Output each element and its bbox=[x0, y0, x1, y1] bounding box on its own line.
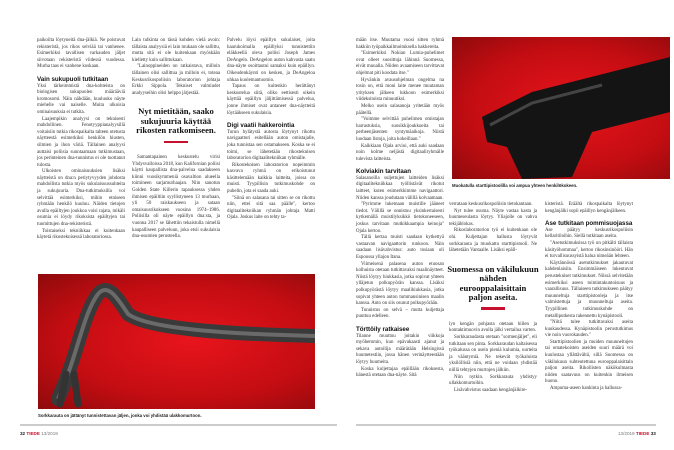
left-column-2 bbox=[132, 38, 220, 241]
paragraph: Lain tulkinta on tässä kohden vielä avoin: tällaista analyysiä ei lain mukaan ole sallittu, mutta sitä ei ole kuitenkaan myöskään kielletty kuin sallittukaan. bbox=[132, 38, 220, 63]
paragraph: Toistaiseksi tekniikkaa ei kuitenkaan käytetä rikosteknisessä laboratoriossa. bbox=[37, 228, 125, 241]
paragraph: "Niitä tulee tutkittavaksi aseita kuukaudessa. Kynäpistoolin perustutkimus vie noin vuorokauden." bbox=[545, 320, 633, 339]
paragraph: "Asetutkimuksissa työ on pitkälti tällaista käsityöhommaa", kertoo rikosinsinööri. Hän ei turvallisuussyistä halua nimeään lehteen. bbox=[545, 240, 633, 260]
paragraph: Samantapainen keskustelu virisi Yhdysvalloissa 2018, kun Kalifornian poliisi käytti kaupallista dna-palvelua saadakseen kiinni vuosikymmeniä osavaltion alueella toimineen sarjamurhaajan. Niin sanotun Golden State Killerin tapauksessa yhden ihmisen epäiltiin syyllistyneen 13 murhaan, yli 50 raiskaukseen ja sataan omaisuusrikokseen vuosina 1974–1986. Poliisilla oli näyte epäillyn dna:sta, ja vuonna 2017 se lähettiin tekaistulla nimellä kaupalliseen palveluun, joka etsii sukulaisia dna-osumien perusteella. bbox=[132, 155, 220, 240]
paragraph: Tällä kertaa muisti saadaan kytkettyä vastaavan navigaattorin runkoon. Näin saadaan lisävahvistus: auto tosiaan oli Espoossa yllajon Itana. bbox=[356, 235, 444, 260]
right-footer-rule bbox=[356, 424, 656, 426]
paragraph: Tunnistus on selvä – mutta kuljettaja puuttuu edelleen. bbox=[356, 307, 444, 320]
paragraph: kisteristä. Eräältä rikospaikalta löytynyt kengänjälki sopii epäillyn kengänjälkeen. bbox=[545, 202, 633, 214]
paragraph: Sorkkaraudasta otetaan "sormenjäljet", eli tutkitaan sen pinta. Sorkkaraudan kaltaisessa työkalussa on usein pieniä kulumia, uurteita ja vääntymiä. Ne tekevät työkaluista yksilöllisiä niin, että ne voidaan yhdistää niillä tehtyjen murtojen jälkiin. bbox=[449, 335, 537, 374]
paragraph: Yksi tärkeimmistä dna-kohteista on biologisen sukupuolen määrääviä kromosomi. Näin nähdään, kuuluuko näyte miehelle vai naiselle. Muita ulkoisia ominaisuuksia ei tutkita. bbox=[37, 83, 125, 115]
left-footer-rule bbox=[20, 424, 337, 426]
paragraph: Koska kuljettajaa epäillään rikoksesta, hänestä otetaan dna-näyte. Sitä bbox=[356, 366, 444, 379]
subheading: Ase tutkitaan pommisuojassa bbox=[545, 220, 633, 228]
left-image-caption: Sorkkarauta on jättänyt tunnistettavan jäljen, jonka voi yhdistää ulakkomurtoon. bbox=[38, 413, 202, 418]
paragraph: Rikosteknisen laboratorion nopeimmin kasvava ryhmä on erikoistunut käsittelemään kaikkia laitteita, joissa on muisti. Tyypillisin tutkimuskohde on puhelin, jota ei saada auki. bbox=[227, 162, 315, 195]
pull-quote: Suomessa on väkilukuun nähden eurooppalaisittain paljon aseita. bbox=[447, 263, 539, 302]
left-column-3 bbox=[227, 38, 315, 222]
issue-number: 13/2019 bbox=[618, 431, 635, 436]
paragraph: Melko usein salasanoja yritetään myös päätellä. bbox=[356, 103, 444, 116]
page-number: 32 bbox=[20, 431, 26, 436]
right-column-2 bbox=[449, 202, 537, 394]
paragraph: "Esimerkiksi Nokian Lumia-puhelimet ovat olleet suosittuja lähinnä Suomessa, eivät muualla. Niiden avaamiseen tarvittavat ohjelmat piti koodata itse." bbox=[356, 51, 444, 76]
quote-divider bbox=[164, 141, 188, 144]
paragraph: mään itse. Muutama vuosi sitten ryhmä hakkiin työpaikkailmoituksella hakkereita. bbox=[356, 38, 444, 50]
paragraph: Hyvänkin avausohjelman ongelma na tosin on, että moni laite menee muutaman yrityksen jälkeen lukkoon esimerkiksi viideksitoista minuutiksi. bbox=[356, 77, 444, 103]
paragraph: Ampuma-aseen hankinta ja hallussa- bbox=[550, 386, 623, 392]
paragraph: Niin nytkin. Sorkkarauta yhdistyy ullakkomurtoihin. bbox=[449, 374, 537, 387]
magazine-brand: TIEDE bbox=[26, 431, 40, 436]
paragraph: Turun hylätystä autosta löytynyt rikottu navigaattori esitellään auton omistajalle, joka tunnistaa sen ostamakseen. Koska se ei toimi, se lähetetään rikosteknisen laboratorion digitaalitekniikan ryhmälle. bbox=[227, 129, 315, 162]
pull-quote: Nyt mietitään, saako sukujuuria käyttää rikosten ratkomiseen. bbox=[136, 106, 216, 136]
paragraph: "Pyrimme lukemaan muistille jääneet tiedot. Välillä se onnistuu yksinkertaisesti kytkemällä muistilyksikkö tietokoneeseen, joskus tarvitaan mutkikkaampia keinoja" Ojala kertoo. bbox=[356, 202, 444, 234]
paragraph: lyn kengän pohjasta otetaan hiilen ja kontaktimuovin avulla jälki vertailua varten. bbox=[449, 321, 537, 334]
crowbar-icon bbox=[38, 274, 315, 409]
paragraph: "Lainoppineiden on ratkaistava, milloin tällainen olisi sallittua ja milloin ei, toteaa Keskusrikospoliisin laboratorion johtaja Erkki Sippola. Tekniset valmiudet analyyseihin olisi helppo järjestää. bbox=[132, 64, 220, 96]
paragraph: paikoilta löytyneitä dna-jälkiä. Ne poistuvat rekisteristä, jos rikos selviää tai vanhenee. Esimerkiksi tavallisen varkauden jäljet siivotaan rekisteristä viidessä vuodessa. Murha taas ei vanhene koskaan. bbox=[37, 38, 125, 70]
paragraph: Nyt tulee osuma. Näyte vastaa kasta ja huumeseulasta löytyy. Yliajolle on vahva tekijählokas. bbox=[449, 208, 537, 227]
right-folio bbox=[618, 431, 656, 437]
crowbar-photo bbox=[38, 274, 315, 409]
issue-number: 13/2019 bbox=[41, 431, 58, 436]
paragraph: Viimeisenä palasena auton etuosan kolhuista otetaan tutkittavaksi maalinäytteet. Niistä löytyy hiukkasia, jotka sopivat yhteen ylläjetun polkupyörän kanssa. Lisäksi polkupyörästä löytyy maalihiukkasia, jotka sopivat yhteen auton tummansinisen maalin kanssa. Auto on siis osunut polkupyörään. bbox=[356, 261, 444, 307]
paragraph: Ulkoisten ominaisuuksien lisäksi näytteistä on dna:n periytyvyyden johdosta mahdollista tutkia myös sukulaisuussuhteita ja sukujuuria. Dna-tutkimuksilla voi selvittää esimerkiksi, mihin etniseen ryhmään henkilö kuuluu. Näiden tietojen avulla epäiltyjen joukkoa voisi rajata, mikäli osumia ei löydy rikoksista epäiltyjen tai tuomittujen dna-rekisteristä. bbox=[37, 169, 125, 228]
subheading: Törttöily ratkaisee bbox=[356, 325, 410, 333]
paragraph: Starttipistoolien ja muiden muunneltujen tai omatekoisten aseiden suuri määrä voi kuulostaa yllättävältä, sillä Suomessa on väkilukuun suhteutettuna eurooppalaisittain paljon aseita. Rikollisten näkökulmasta niiden saatavuus on kuitenkin ilmeisen huono. bbox=[545, 339, 633, 385]
paragraph: Palvelu löysi epäillyn sukulaiset, joita haarukoimalla epäillyksi tunnistettiin eläkkeellä oleva poliisi Joseph James DeAngelo. DeAngelon auton kahvasta saatu dna-näyte osoittautui samaksi kuin epäillyn. Oikeudenkäynti on kesken, ja DeAngeloa uhkaa kuolemantuomio. bbox=[227, 38, 315, 83]
paragraph: Kaikkiaan Ojala arvioi, että auki saadaan noin kolme neljästä digitaaliryhmälle tulevista laitteista. bbox=[356, 143, 444, 162]
paragraph: verrataan keskusrikospoliisin tietokantaan. bbox=[449, 202, 533, 207]
right-column-1 bbox=[356, 38, 444, 380]
subheading: Kolviakin tarvitaan bbox=[356, 168, 412, 176]
pistol-photo bbox=[452, 37, 670, 179]
paragraph: "Voimme selvittää puhelimen omistajan harrastuksia, suosikkijoukkueita tai perheenjäsenten syntymäaikoja. Niistä luodaan listoja, joita kokeillaan." bbox=[356, 117, 444, 142]
paragraph: Käytännössä asetutkimukset jakautuvat kahdenlaisiin. Ensimmäiseen lukeutuvat perustekniset tutkimukset. Niissä selvitetään esimerkiksi aseen toimintakuntoisuus ja vaarallisuus. Tällaiseen tutkimukseen päätyy muunneltuja starttipistooleja ja itse valmistettuja ja muunneltuja aseita. Tyypillinen tutkimuskohde on metalliputkesta rakennettu kynäpistooli. bbox=[545, 260, 633, 319]
quote-divider bbox=[481, 307, 505, 310]
paragraph: Salasanoilla suljettujen laitteiden lisäksi digitaalitekniikkaa työllistävät rikotut laitteet, kuten esimerkkimme navigaattori. Niiden kanssa joudutaan välillä kolvaamaan. bbox=[356, 175, 444, 201]
page-number: 33 bbox=[650, 431, 656, 436]
magazine-brand: TIEDE bbox=[635, 431, 650, 436]
paragraph: Laajempikin analyysi on teknisesti mahdollinen. Fenotyyppianalyysillä voitaisiin tutkia rikospaikalta talteen otetusta näytteestä esimerkiksi henkilön hiusten, silmien ja ihon väriä. Tällainen analyysi auttaisi poliisia suuntaamaan tutkimustaan, jos perinteinen dna-tunnistus ei ole tuottanut tulosta. bbox=[37, 116, 125, 168]
paragraph: Lisävahvistus saadaan kengänjälkire- bbox=[454, 387, 528, 393]
left-folio bbox=[20, 431, 58, 437]
paragraph: Tilanne muuttuu joitakin viikkoja myöhemmin, kun epävakaasti ajanut ja sekava autoilija määrätään Helsingissä huumetestiin, jossa hänen verinäytteestään löytyy huumeita. bbox=[356, 333, 444, 365]
paragraph: Ase päätyy keskusrikospoliisin kellaritiloihin. Siellä tutkitaan aseita. bbox=[545, 227, 633, 240]
paragraph: Rikoslaboratorion työ ei kuitenkaan ole ohi. Kuljettajan hallusta löytyvät sorkkarauta ja muokattu starttipistooli. Ne lähetetään Vantaalle. Lisäksi epäil- bbox=[449, 228, 537, 254]
paragraph: "Siinä on salasana tai sitten se on rikottu niin, ettei sitä saa päälle", kertoo digitaalitekniikan ryhmän johtaja Matti Ojala. Joskus laite on tehty ta- bbox=[227, 195, 315, 221]
subheading: Vain sukupuoli tutkitaan bbox=[37, 75, 109, 83]
subheading: Digi vaatii hakkerointia bbox=[227, 122, 295, 130]
left-column-1 bbox=[37, 38, 125, 242]
right-column-3 bbox=[545, 202, 633, 393]
pistol-icon bbox=[452, 37, 670, 179]
right-image-caption: Muokatulla starttipistoolilla voi ampua yhteen henkilökokeen. bbox=[452, 183, 578, 188]
paragraph: Tapaus on kuitenkin herättänyt keskustelua siitä, oliko eettisesti oikein käyttää epäillyn jäljittämisessä palvelua, jonne ihmiset ovat antaneet dna-näytteitä löytääkseen sukulaisia. bbox=[227, 84, 315, 116]
